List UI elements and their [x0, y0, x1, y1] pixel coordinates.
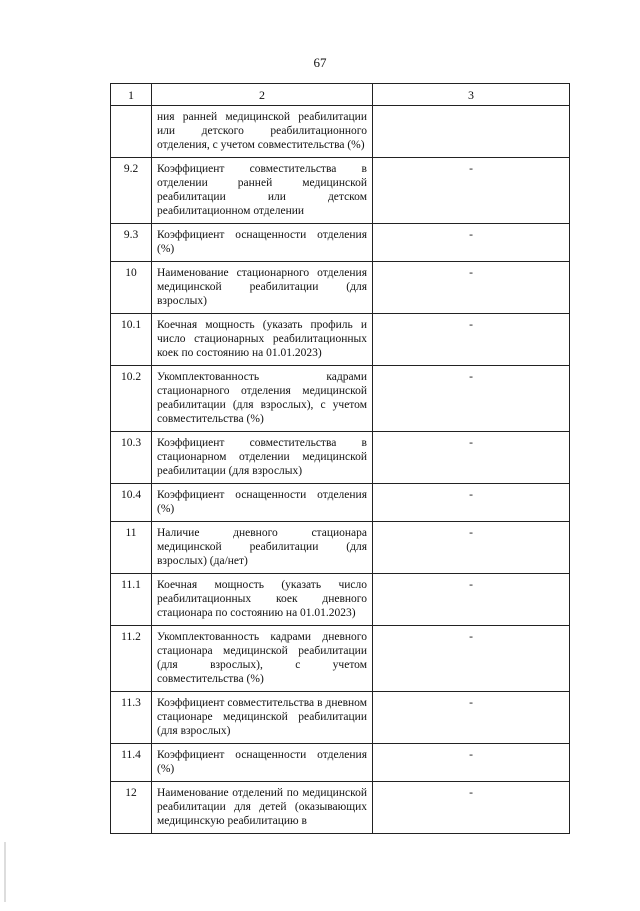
row-number: 11.3 — [111, 692, 152, 744]
row-description: Коэффициент совместительства в дневном стационаре медицинской реабилитации (для взрослых) — [152, 692, 373, 744]
table-row — [111, 626, 570, 692]
row-value: - — [373, 744, 570, 782]
table-row — [111, 224, 570, 262]
row-value — [373, 106, 570, 158]
row-number: 10.4 — [111, 484, 152, 522]
row-number: 10.3 — [111, 432, 152, 484]
row-description: Укомплектованность кадрами стационарного отделения медицинской реабилитации (для взрослых), с учетом совместительства (%) — [152, 366, 373, 432]
table-row — [111, 744, 570, 782]
table-row — [111, 314, 570, 366]
row-number: 12 — [111, 782, 152, 834]
row-number: 10.1 — [111, 314, 152, 366]
row-number: 11.2 — [111, 626, 152, 692]
row-description: Коэффициент оснащенности отделения (%) — [152, 484, 373, 522]
row-number: 11.4 — [111, 744, 152, 782]
row-description: ния ранней медицинской реабилитации или детского реабилитационного отделения, с учетом совместительства (%) — [152, 106, 373, 158]
row-description: Наименование стационарного отделения медицинской реабилитации (для взрослых) — [152, 262, 373, 314]
row-value: - — [373, 224, 570, 262]
row-value: - — [373, 366, 570, 432]
row-number: 10.2 — [111, 366, 152, 432]
row-value: - — [373, 522, 570, 574]
row-value: - — [373, 782, 570, 834]
table-row — [111, 366, 570, 432]
table-header-row — [111, 84, 570, 106]
row-description: Коечная мощность (указать число реабилитационных коек дневного стационара по состоянию на 01.01.2023) — [152, 574, 373, 626]
row-description: Наименование отделений по медицинской реабилитации для детей (оказывающих медицинскую реабилитацию в — [152, 782, 373, 834]
row-number — [111, 106, 152, 158]
table-row — [111, 262, 570, 314]
row-value: - — [373, 314, 570, 366]
row-number: 11.1 — [111, 574, 152, 626]
scan-edge-mark — [4, 842, 6, 902]
row-description: Укомплектованность кадрами дневного стационара медицинской реабилитации (для взрослых), с учетом совместительства (%) — [152, 626, 373, 692]
table-row — [111, 692, 570, 744]
row-description: Коэффициент совместительства в отделении ранней медицинской реабилитации или детском реабилитационном отделении — [152, 158, 373, 224]
row-number: 11 — [111, 522, 152, 574]
row-value: - — [373, 626, 570, 692]
row-description: Коэффициент оснащенности отделения (%) — [152, 224, 373, 262]
header-cell-col3: 3 — [373, 84, 570, 106]
row-description: Коечная мощность (указать профиль и число стационарных реабилитационных коек по состоянию на 01.01.2023) — [152, 314, 373, 366]
table-row — [111, 522, 570, 574]
report-table — [110, 83, 570, 834]
row-number: 9.3 — [111, 224, 152, 262]
table-row — [111, 484, 570, 522]
row-value: - — [373, 692, 570, 744]
row-description: Коэффициент оснащенности отделения (%) — [152, 744, 373, 782]
row-number: 9.2 — [111, 158, 152, 224]
row-value: - — [373, 432, 570, 484]
header-cell-col1: 1 — [111, 84, 152, 106]
table-row — [111, 782, 570, 834]
row-value: - — [373, 262, 570, 314]
table-row — [111, 574, 570, 626]
row-number: 10 — [111, 262, 152, 314]
row-value: - — [373, 574, 570, 626]
table-row — [111, 106, 570, 158]
table-row — [111, 432, 570, 484]
page-number: 67 — [313, 55, 327, 70]
row-value: - — [373, 158, 570, 224]
table-row — [111, 158, 570, 224]
header-cell-col2: 2 — [152, 84, 373, 106]
row-value: - — [373, 484, 570, 522]
row-description: Коэффициент совместительства в стационарном отделении медицинской реабилитации (для взрослых) — [152, 432, 373, 484]
row-description: Наличие дневного стационара медицинской реабилитации (для взрослых) (да/нет) — [152, 522, 373, 574]
